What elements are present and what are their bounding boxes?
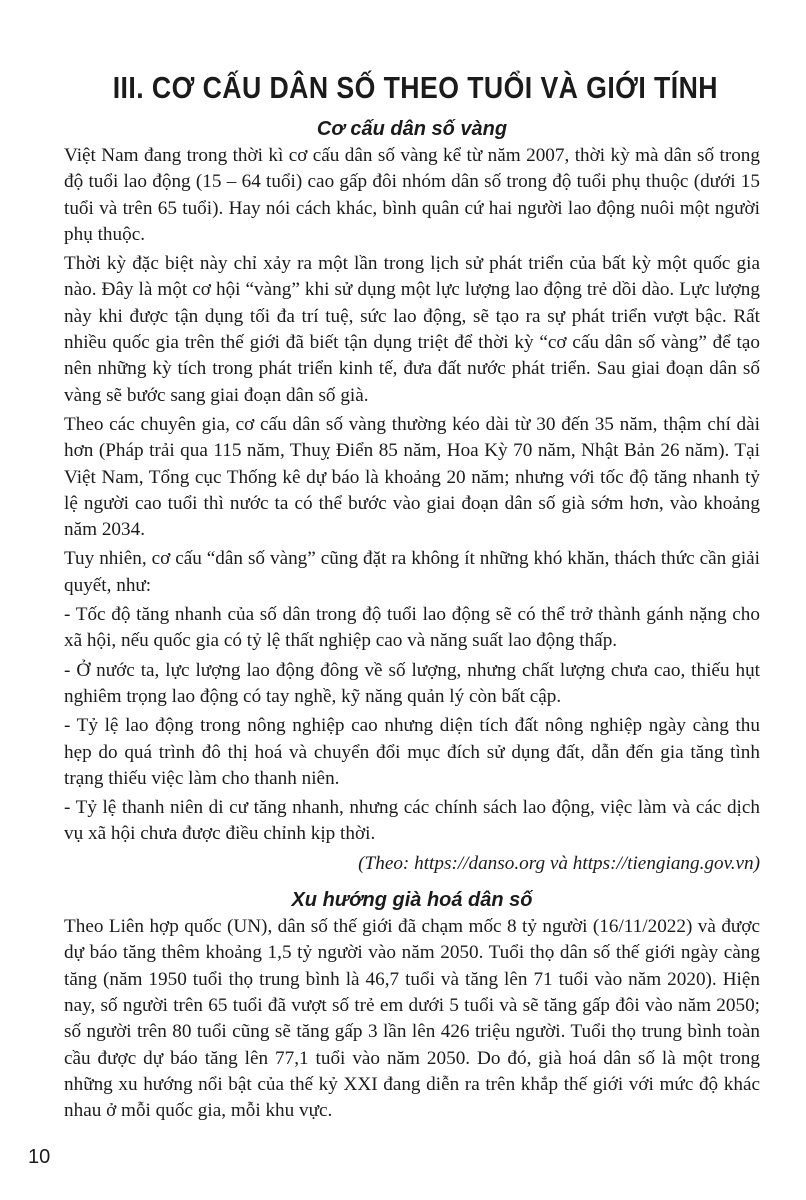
- paragraph: Theo Liên hợp quốc (UN), dân số thế giới đã chạm mốc 8 tỷ người (16/11/2022) và được dự báo tăng thêm khoảng 1,5 tỷ người vào năm 2050. Tuổi thọ dân số thế giới ngày càng tăng (năm 1950 tuổi thọ trung bình là 46,7 tuổi và tăng lên 71 tuổi vào năm 2020). Hiện nay, số người trên 65 tuổi đã vượt số trẻ em dưới 5 tuổi và sẽ tăng gấp đôi vào năm 2050; số người trên 80 tuổi cũng sẽ tăng gấp 3 lần lên 426 triệu người. Tuổi thọ trung bình toàn cầu được dự báo tăng lên 77,1 tuổi vào năm 2050. Do đó, già hoá dân số là một trong những xu hướng nổi bật của thế kỷ XXI đang diễn ra trên khắp thế giới với mức độ khác nhau ở mỗi quốc gia, mỗi khu vực.: [64, 916, 760, 1122]
- section-title-golden-population: Cơ cấu dân số vàng: [316, 118, 508, 140]
- bullet-item: - Tốc độ tăng nhanh của số dân trong độ tuổi lao động sẽ có thể trở thành gánh nặng cho xã hội, nếu quốc gia có tỷ lệ thất nghiệp cao và năng suất lao động thấp.: [64, 604, 760, 652]
- bullet-item: - Tỷ lệ lao động trong nông nghiệp cao nhưng diện tích đất nông nghiệp ngày càng thu hẹp do quá trình đô thị hoá và chuyển đổi mục đích sử dụng đất, dẫn đến gia tăng tình trạng thiếu việc làm cho thanh niên.: [64, 715, 760, 789]
- paragraph: Thời kỳ đặc biệt này chỉ xảy ra một lần trong lịch sử phát triển của bất kỳ một quốc gia nào. Đây là một cơ hội “vàng” khi sử dụng một lực lượng lao động trẻ dồi dào. Lực lượng này khi được tận dụng tối đa trí tuệ, sức lao động, sẽ tạo ra sự phát triển vượt bậc. Rất nhiều quốc gia trên thế giới đã biết tận dụng triệt để thời kỳ “cơ cấu dân số vàng” để tạo nên những kỳ tích trong phát triển kinh tế, đưa đất nước phát triển. Sau giai đoạn dân số vàng sẽ bước sang giai đoạn dân số già.: [64, 253, 760, 406]
- bullet-item: - Ở nước ta, lực lượng lao động đông về số lượng, nhưng chất lượng chưa cao, thiếu hụt nghiêm trọng lao động có tay nghề, kỹ năng quản lý còn bất cập.: [64, 659, 760, 707]
- page-content: [64, 70, 760, 1127]
- paragraph: Theo các chuyên gia, cơ cấu dân số vàng thường kéo dài từ 30 đến 35 năm, thậm chí dài hơn (Pháp trải qua 115 năm, Thuỵ Điển 85 năm, Hoa Kỳ 70 năm, Nhật Bản 26 năm). Tại Việt Nam, Tổng cục Thống kê dự báo là khoảng 20 năm; nhưng với tốc độ tăng nhanh tỷ lệ người cao tuổi thì nước ta có thể bước vào giai đoạn dân số già sớm hơn, vào khoảng năm 2034.: [64, 413, 760, 541]
- paragraph: Việt Nam đang trong thời kì cơ cấu dân số vàng kể từ năm 2007, thời kỳ mà dân số trong độ tuổi lao động (15 – 64 tuổi) cao gấp đôi nhóm dân số trong độ tuổi phụ thuộc (dưới 15 tuổi và trên 65 tuổi). Hay nói cách khác, bình quân cứ hai người lao động nuôi một người phụ thuộc.: [64, 145, 760, 245]
- source-citation: (Theo: https://danso.org và https://tiengiang.gov.vn): [358, 852, 760, 874]
- bullet-item: - Tỷ lệ thanh niên di cư tăng nhanh, nhưng các chính sách lao động, việc làm và các dịch vụ xã hội chưa được điều chỉnh kịp thời.: [64, 797, 760, 845]
- paragraph: Tuy nhiên, cơ cấu “dân số vàng” cũng đặt ra không ít những khó khăn, thách thức cần giải quyết, như:: [64, 548, 760, 596]
- section-title-population-aging: Xu hướng già hoá dân số: [291, 889, 533, 912]
- page-number: 10: [28, 1146, 51, 1168]
- page-title: III. CƠ CẤU DÂN SỐ THEO TUỔI VÀ GIỚI TÍNH: [112, 70, 718, 105]
